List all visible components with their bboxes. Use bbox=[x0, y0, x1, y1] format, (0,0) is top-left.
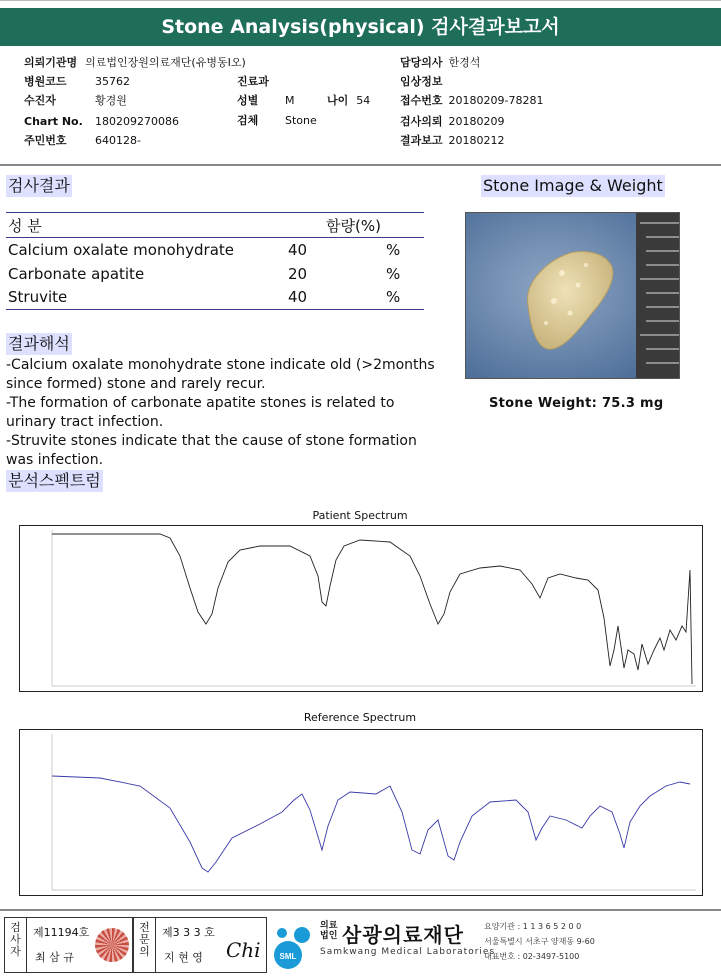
table-row bbox=[6, 238, 424, 262]
chart-label: Chart No. bbox=[24, 115, 83, 128]
col-content: 함량(%) bbox=[286, 213, 424, 238]
interpretation-line: -Calcium oxalate monohydrate stone indicate old (>2months since formed) stone and rarely recur. bbox=[6, 357, 435, 392]
receipt-value: 20180209-78281 bbox=[448, 94, 544, 107]
request-value: 20180209 bbox=[448, 115, 505, 128]
request-label: 검사의뢰 bbox=[400, 115, 443, 128]
specialist-signature: Chi bbox=[226, 938, 261, 962]
stone-image-title: Stone Image & Weight bbox=[483, 176, 663, 195]
top-rule bbox=[0, 0, 721, 8]
reference-spectrum-plot bbox=[20, 730, 704, 897]
examiner-label: 검사자 bbox=[5, 918, 27, 972]
col-component: 성 분 bbox=[6, 213, 286, 238]
specialist-box bbox=[133, 917, 267, 973]
sml-logo-text: SML bbox=[279, 952, 297, 961]
interpretation-line: -Struvite stones indicate that the cause of stone formation was infection. bbox=[6, 433, 417, 468]
specialist-label: 전문의 bbox=[134, 918, 156, 972]
component-name: Calcium oxalate monohydrate bbox=[8, 240, 235, 259]
table-row bbox=[6, 262, 424, 286]
reference-axis bbox=[52, 734, 696, 890]
patient-axis bbox=[52, 530, 696, 686]
id-label: 주민번호 bbox=[24, 134, 67, 147]
examiner-license: 제11194호 bbox=[33, 926, 90, 939]
table-row bbox=[6, 286, 424, 310]
component-value: 20 bbox=[288, 264, 308, 283]
report-title: Stone Analysis(physical) 검사결과보고서 bbox=[0, 8, 721, 46]
patient-spectrum-title: Patient Spectrum bbox=[312, 509, 408, 522]
dept-label: 진료과 bbox=[237, 75, 269, 88]
specimen-label: 검체 bbox=[237, 114, 259, 127]
patient-info bbox=[0, 50, 721, 166]
org-phone: 대표번호 : 02-3497-5100 bbox=[484, 952, 580, 961]
component-value: 40 bbox=[286, 286, 376, 310]
interpretation-line: -The formation of carbonate apatite stones is related to urinary tract infection. bbox=[6, 395, 395, 430]
stone-photo-drawing bbox=[466, 213, 680, 379]
age-label: 나이 bbox=[327, 94, 349, 107]
stone-photo bbox=[465, 212, 680, 379]
patient-spectrum-plot bbox=[20, 526, 704, 693]
age-value: 54 bbox=[356, 94, 371, 107]
doctor-label: 담당의사 bbox=[400, 56, 443, 69]
patient-spectrum-chart bbox=[19, 525, 703, 692]
sex-label: 성별 bbox=[237, 94, 259, 107]
composition-table bbox=[6, 212, 424, 310]
institution-value: 의료법인장원의료재단(유병동I오) bbox=[85, 56, 246, 69]
examiner-box bbox=[4, 917, 133, 973]
component-unit: % bbox=[376, 286, 424, 310]
org-name: 삼광의료재단 bbox=[342, 923, 464, 947]
clinical-label: 임상정보 bbox=[400, 75, 443, 88]
doctor-value: 한경석 bbox=[448, 56, 481, 69]
examiner-seal bbox=[95, 928, 129, 962]
org-english: Samkwang Medical Laboratories bbox=[320, 947, 496, 957]
component-value: 40 bbox=[288, 240, 308, 259]
patient-spectrum-line bbox=[52, 534, 692, 684]
patient-value: 황경원 bbox=[95, 94, 127, 107]
reference-spectrum-line bbox=[52, 776, 690, 872]
sml-logo-icon bbox=[272, 919, 316, 971]
stone-weight: Stone Weight: 75.3 mg bbox=[489, 396, 664, 411]
specimen-value: Stone bbox=[285, 114, 317, 127]
report-value: 20180212 bbox=[448, 134, 505, 147]
reference-spectrum-title: Reference Spectrum bbox=[303, 711, 417, 724]
reference-spectrum-chart bbox=[19, 729, 703, 896]
specialist-name: 지 현 영 bbox=[164, 951, 203, 964]
id-value: 640128- bbox=[95, 134, 141, 147]
component-unit: % bbox=[386, 240, 401, 259]
institution-label: 의뢰기관명 bbox=[24, 56, 78, 69]
report-footer bbox=[0, 909, 721, 980]
interpretation-title: 결과해석 bbox=[8, 334, 70, 353]
hospital-code-label: 병원코드 bbox=[24, 75, 67, 88]
specialist-license: 제3 3 3 호 bbox=[162, 926, 215, 939]
interpretation-text bbox=[6, 356, 446, 470]
org-prefix: 의료법인 bbox=[320, 921, 338, 941]
component-name: Carbonate apatite bbox=[8, 264, 145, 283]
receipt-label: 접수번호 bbox=[400, 94, 443, 107]
org-address: 서울특별시 서초구 양재동 9-60 bbox=[484, 937, 595, 946]
org-code: 요양기관 : 1 1 3 6 5 2 0 0 bbox=[484, 922, 582, 931]
report-label: 결과보고 bbox=[400, 134, 443, 147]
component-name: Struvite bbox=[6, 286, 286, 310]
hospital-code-value: 35762 bbox=[95, 75, 130, 88]
spectrum-section-title: 분석스펙트럼 bbox=[8, 471, 101, 490]
patient-label: 수진자 bbox=[24, 94, 56, 107]
results-section-title: 검사결과 bbox=[8, 176, 70, 195]
component-unit: % bbox=[386, 264, 401, 283]
examiner-name: 최 삼 규 bbox=[35, 951, 74, 964]
sex-value: M bbox=[285, 94, 295, 107]
chart-value: 180209270086 bbox=[95, 115, 179, 128]
